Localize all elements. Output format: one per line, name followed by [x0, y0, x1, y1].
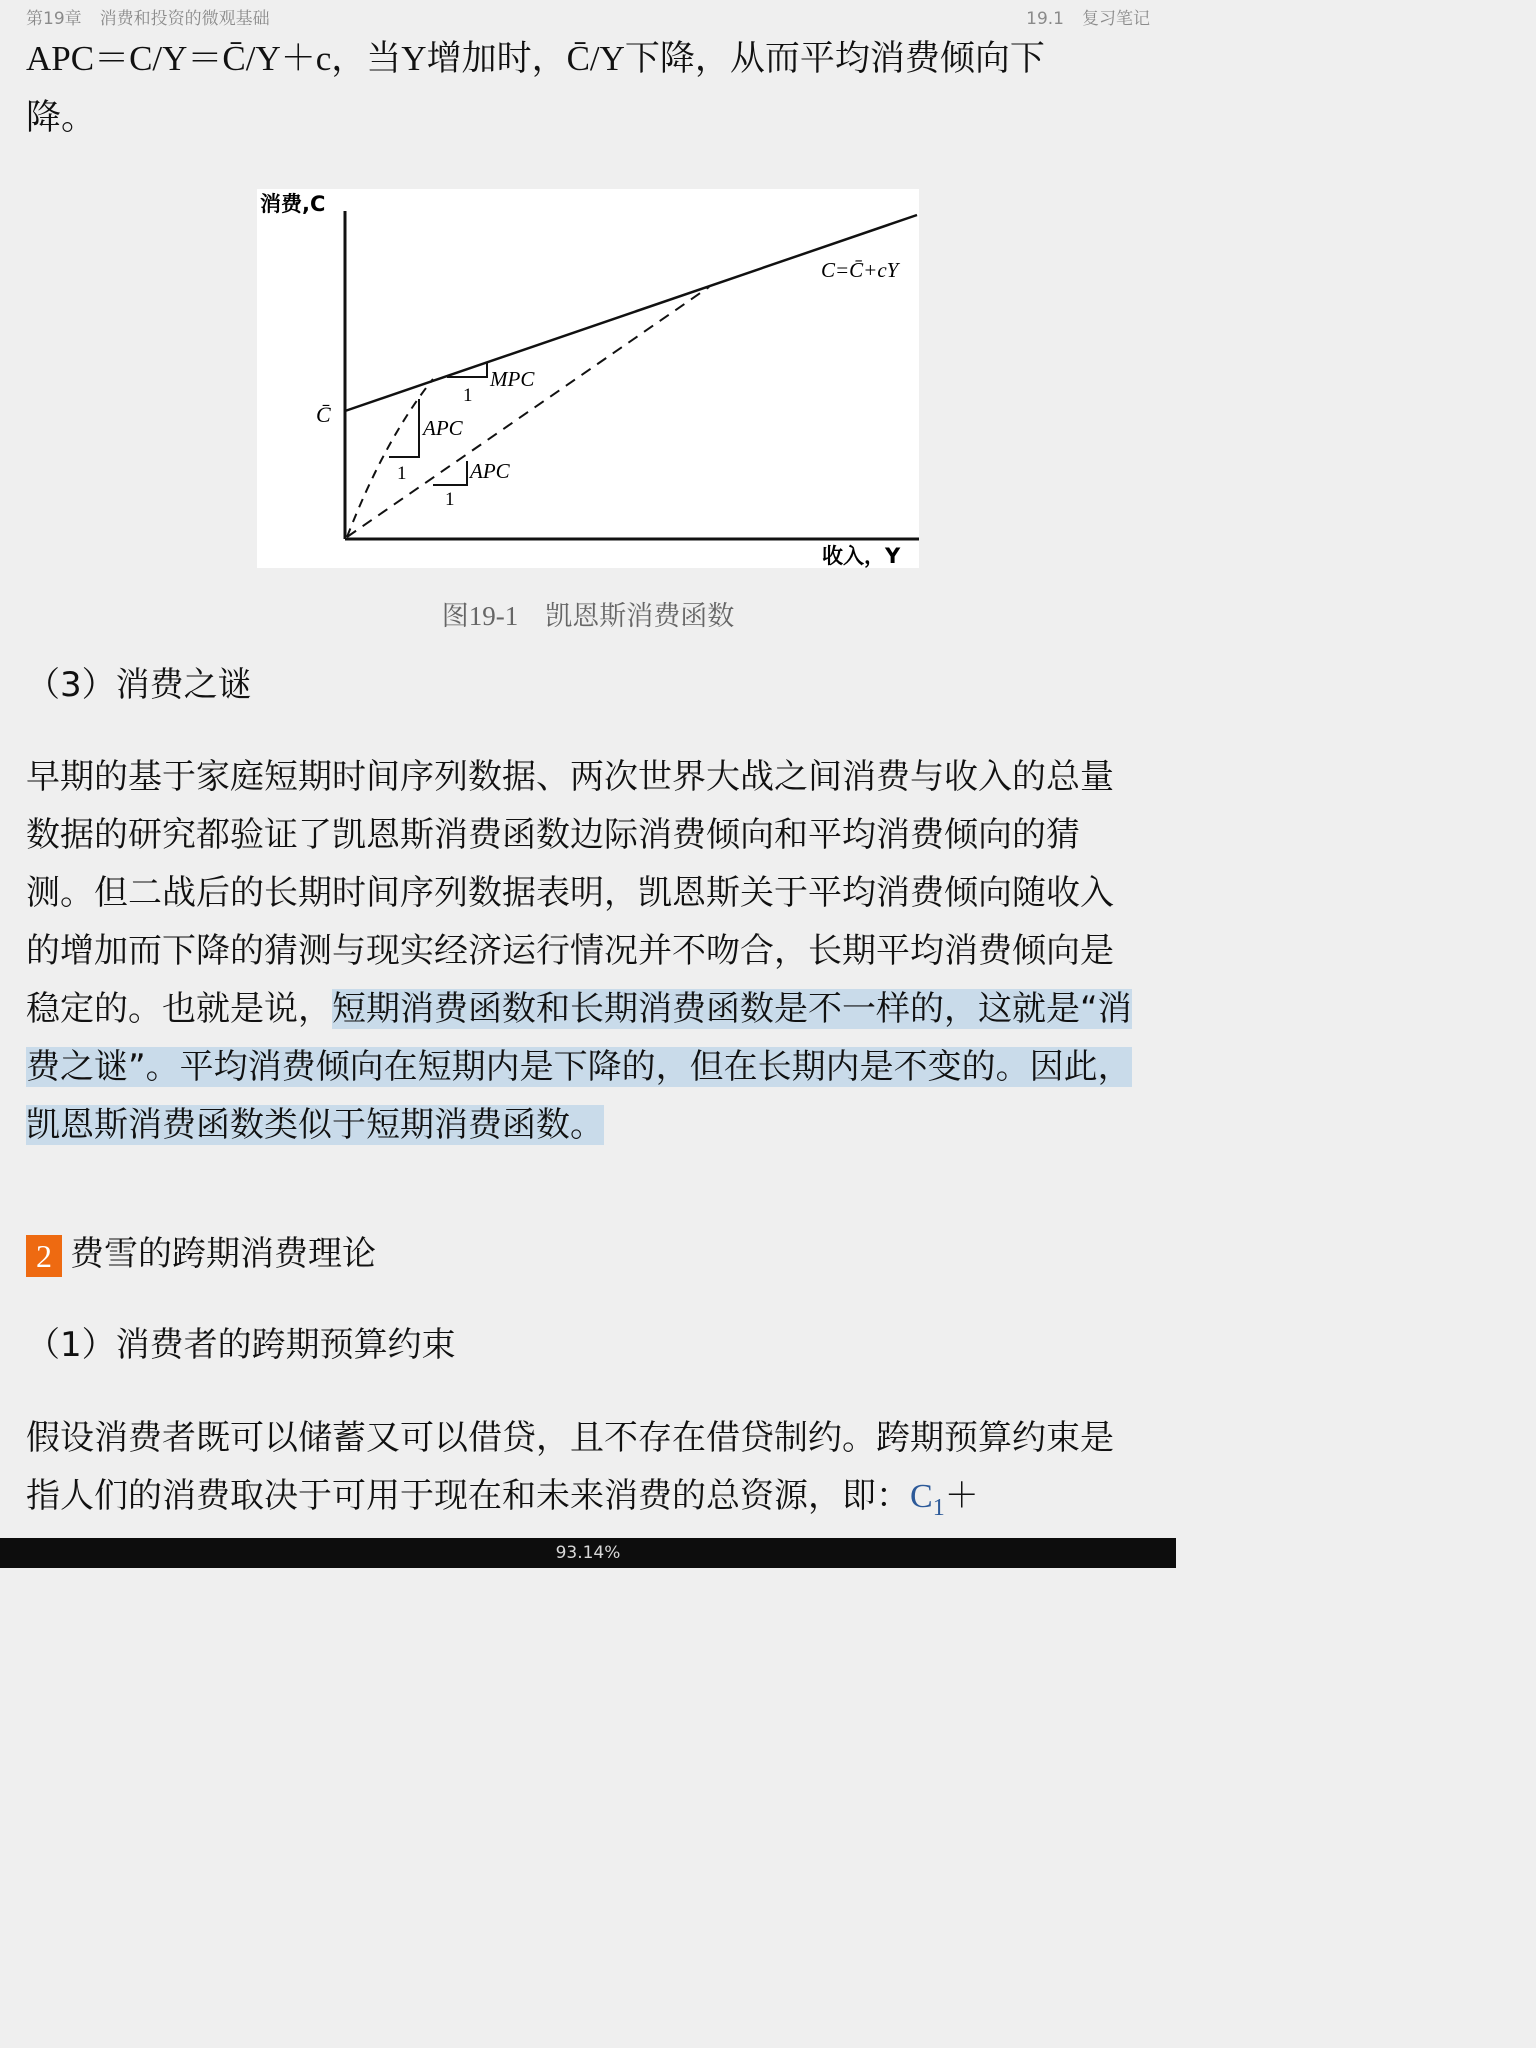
apc-upper-one-label: 1	[397, 463, 407, 484]
paragraph-budget-constraint	[26, 1409, 1136, 1537]
figure-caption: 图19-1 凯恩斯消费函数	[441, 601, 735, 631]
formula-plus: ＋	[944, 1476, 979, 1516]
formula-line: APC＝C/Y＝C̄/Y＋c，当Y增加时，C̄/Y下降，从而平均消费倾向下	[26, 39, 1045, 78]
intercept-label: C̄	[316, 402, 331, 427]
chapter-title: 消费和投资的微观基础	[99, 9, 270, 29]
mpc-label: MPC	[490, 367, 535, 391]
apc-label-upper: APC	[423, 416, 463, 440]
section-number: 19.1	[1026, 9, 1064, 29]
highlighted-text[interactable]: 短期消费函数和长期消费函数是不一样的，这就是“消费之谜”。平均消费倾向在短期内是下降的，但在长期内是不变的。因此，凯恩斯消费函数类似于短期消费函数。	[26, 989, 1132, 1145]
apc-ray-shallow	[347, 287, 709, 537]
section-title: 复习笔记	[1082, 9, 1150, 29]
formula-c1: $C_1$	[910, 1478, 945, 1521]
apc-lower-one-label: 1	[445, 489, 455, 510]
y-axis-label: 消费,C	[260, 192, 326, 216]
zoom-indicator: 93.14%	[0, 1538, 1176, 1568]
formula-line-end: 降。	[26, 98, 97, 138]
paragraph-text: 早期的基于家庭短期时间序列数据、两次世界大战之间消费与收入的总量数据的研究都验证了凯恩斯消费函数边际消费倾向和平均消费倾向的猜测。但二战后的长期时间序列数据表明，凯恩斯关于平均消费倾向随收入的增加而下降的猜测与现实经济运行情况并不吻合，长期平均消费倾向是稳定的。也就是说，	[26, 757, 1114, 1029]
section-heading-2	[26, 1225, 1136, 1283]
chapter-number: 第19章	[26, 9, 82, 29]
consumption-line-label: C=C̄+cY	[821, 258, 899, 282]
section-heading-title: 费雪的跨期消费理论	[70, 1234, 376, 1274]
subsection-heading-1: （1）消费者的跨期预算约束	[26, 1325, 456, 1365]
apc-label-lower: APC	[470, 459, 510, 483]
apc-triangle-lower	[433, 461, 467, 485]
subsection-heading-3: （3）消费之谜	[26, 665, 252, 705]
keynes-consumption-figure	[257, 189, 919, 568]
paragraph-consumption-puzzle	[26, 748, 1136, 1154]
mpc-one-label: 1	[463, 385, 473, 406]
page-header	[26, 4, 1150, 28]
paragraph-text-2: 假设消费者既可以储蓄又可以借贷，且不存在借贷制约。跨期预算约束是指人们的消费取决于可用于现在和未来消费的总资源，即：	[26, 1418, 1114, 1516]
apc-triangle-upper	[389, 399, 419, 457]
section-number-badge: 2	[26, 1235, 62, 1277]
consumption-function-diagram	[257, 189, 919, 568]
x-axis-label: 收入，Y	[822, 544, 901, 568]
